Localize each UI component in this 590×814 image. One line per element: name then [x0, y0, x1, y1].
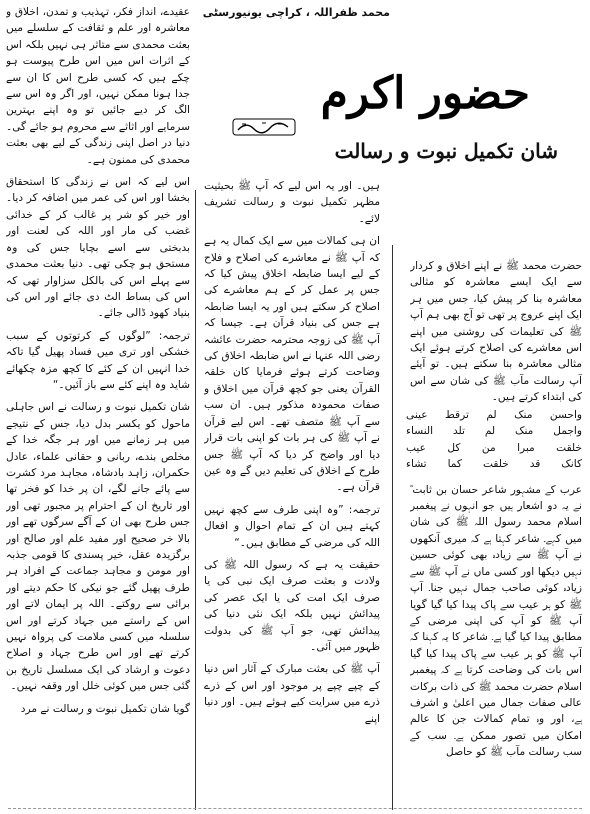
paragraph: حضرت محمد ﷺ نے اپنے اخلاق و کردار سے ایک ایسے معاشرہ کو مثالی معاشرہ بنا کر پیش کیا، جس میں ہر ایک اپنے عروج پر تھی تو آج بھی ہم آپ ﷺ کی تعلیمات کی روشنی میں اپنے اس معاشرے کی اصلاح کرتے ہوئے ایک مثالی معاشرہ بنا سکتے ہیں۔ تو آیئے آپ رسالت مآب ﷺ کی شان سے اس کی ابتداء کرتے ہیں۔ — [410, 260, 582, 404]
translation-paragraph: ترجمہ: ”وہ اپنی طرف سے کچھ نہیں کہتے ہیں ان کے تمام احوال و افعال اللہ کی مرضی کے مطابق ہیں۔“ — [204, 503, 380, 549]
poetry-word: کل — [447, 441, 461, 454]
poetry-word: لم — [486, 409, 497, 421]
poetry-word: تشاء — [406, 458, 427, 471]
poetry-word: النساء — [406, 425, 434, 438]
poetry-word: واحسن — [549, 409, 582, 421]
column-divider-right — [392, 245, 393, 810]
paragraph: آپ ﷺ کی بعثت مبارک کے آثار اس دنیا کے چپے چپے پر موجود اور اس کے ذرے ذرے میں سرایت کیے ہوئے ہیں۔ اور دنیا اپنے — [204, 663, 380, 725]
honorific-calligraphy-icon — [232, 118, 296, 136]
article-subtitle: شان تکمیل نبوت و رسالت — [334, 139, 558, 163]
poetry-word: ترقط — [445, 409, 469, 421]
poetry-line-3 — [406, 440, 582, 456]
article-title: حضور اکرم — [320, 68, 530, 119]
column-right — [410, 258, 582, 810]
paragraph: گویا شان تکمیل نبوت و رسالت نے مرد — [20, 702, 190, 715]
poetry-line-2 — [406, 423, 582, 439]
poetry-word: من — [481, 441, 496, 454]
paragraph: عقیدے، انداز فکر، تہذیب و تمدن، اخلاق و معاشرہ اور علم و ثقافت کے سلسلے میں بعثت محمدی سے متاثر ہی نہیں بلکہ اس کے اثرات اس میں اس طرح پیوست ہو چکے ہیں کہ کسی طرح اس کا ان سے جدا ہونا ممکن نہیں، اور اگر وہ اس سے الگ کر دیے جائیں تو وہ اپنے بہترین سرمایے اور اثاثے سے محروم ہو جائے گی۔ دنیا در اصل اپنی زندگی کے لیے بھی بعثت محمدی کی ممنون ہے۔ — [6, 6, 190, 166]
poetry-word: مبرا — [517, 441, 535, 454]
poetry-word: خلقت — [556, 441, 582, 454]
poetry-word: لم — [484, 425, 496, 438]
poetry-word: قد — [529, 458, 541, 471]
translation-paragraph: ترجمہ: ”لوگوں کے کرتوتوں کے سبب خشکی اور تری میں فساد پھیل گیا تاکہ خدا انہیں ان کے کئے کا کچھ مزہ چکھائے شاید وہ اپنے کئے سے باز آئیں۔“ — [6, 329, 190, 391]
page-bottom-rule — [8, 808, 582, 809]
paragraph: شان تکمیل نبوت و رسالت نے اس جاہلی ماحول کو یکسر بدل دیا، جس کے نتیجے میں ہر زمانے میں اور ہر جگہ خدا کے مخلص بندے، ربانی و حقانی علماء، عادل حکمران، زاہد بادشاہ، مجاہد مرد کشرت سے پائے جانے لگے، ان پر خدا کو فخر تھا اور تاریخ ان کے احترام پر مجبور تھی اور جس طرح بھی ان کے آگے سرگوں تھے اور بالا خر صحیح اور مفید علم اور صالح اور برگزیدہ عقل، خیر پسندی کا قومی جذبہ اور مومن و مجاہد جماعت کے افراد ہر طرف پھیل گئے جو نیکی کا حکم دیتے اور برائی سے روکتے۔ اللہ پر ایمان لاتے اور اس کے راستے میں جہاد کرتے اور اس سلسلہ میں کسی ملامت کی پرواہ نہیں کرتے تھے اور اس طرح جہاد و اصلاح دعوت و ارشاد کی ایک مسلسل تاریخ بن گئی جس میں کوئی خلل اور وقفہ نہیں۔ — [6, 401, 190, 693]
poetry-block — [406, 407, 582, 473]
author-byline: محمد ظفراللہ ، کراچی یونیورسٹی — [202, 6, 390, 19]
poetry-word: واجمل — [553, 425, 582, 438]
paragraph: ہیں۔ اور یہ اس لیے کہ آپ ﷺ بحیثیت مظہر تکمیل نبوت و رسالت تشریف لائے۔ — [204, 180, 380, 225]
poetry-word: منک — [515, 425, 534, 438]
poetry-word: عیب — [406, 441, 426, 454]
poetry-word: کانک — [561, 458, 582, 471]
poetry-word: کما — [447, 458, 462, 471]
poetry-word: تلد — [452, 425, 465, 438]
poetry-word: خلقت — [482, 458, 509, 471]
paragraph: ان ہی کمالات میں سے ایک کمال یہ ہے کہ آپ ﷺ نے معاشرے کی اصلاح و فلاح کے لیے ایسا ضابطہ اخلاق پیش کیا کہ جس پر عمل کر کے ہم معاشرے کی اصلاح کر سکتے ہیں اور یہ ایسا ضابطہ ہے جس کی بنیاد قرآن ہے۔ جیسا کہ آپ ﷺ کی زوجہ محترمہ حضرت عائشہ رضی اللہ عنہا نے اس ضابطہ اخلاق کی وضاحت کرتے ہوئے فرمایا کان خلقہ القرآن یعنی جو کچھ قرآن میں اخلاق و صفات محمودہ مذکور ہیں۔ ان سب سے آپ ﷺ متصف تھے۔ اس لیے قرآن نے آپ ﷺ کی ہر بات کو اپنی بات قرار دیا اور واضح کر دیا کہ آپ ﷺ جس طرح کے اخلاق کی تعلیم دیں گے وہ عین قرآن ہے۔ — [204, 235, 380, 494]
poetry-word: عینی — [406, 409, 428, 421]
column-middle — [204, 178, 380, 810]
paragraph: عرب کے مشہور شاعر حسان بن ثابت ؓ نے یہ دو اشعار ہیں جو انہوں نے پیغمبر اسلام محمد رسول اللہ ﷺ کی شان میں کہے۔ شاعر کہتا ہے کہ میری آنکھوں نے آپ ﷺ سے زیادہ بھی کوئی حسین نہیں دیکھا اور کسی ماں نے آپ ﷺ سے زیادہ کوئی صاحب جمال نہیں جنا۔ آپ ﷺ کو ہر عیب سے پاک پیدا کیا گیا گویا آپ ﷺ کو آپ کی اپنی مرضی کے مطابق پیدا کیا گیا ہے۔ شاعر کا یہ کہنا کہ آپ ﷺ کو ہر عیب سے پاک پیدا کیا گیا اس بات کی وضاحت کرتا ہے کہ پیغمبر اسلام حضرت محمد ﷺ کی ذات برکات عالی صفات جمال میں اعلیٰ و اشرف ہے، اور وہ تمام کمالات جن کا عالم امکان میں تصور ممکن ہے۔ سب کے سب رسالت مآب ﷺ کو حاصل — [410, 483, 582, 759]
paragraph: حقیقت یہ ہے کہ رسول اللہ ﷺ کی ولادت و بعثت صرف ایک نبی کی یا صرف ایک امت کی یا ایک عصر کی پیدائش نہیں بلکہ ایک نئی دنیا کی پیدائش تھی، جو آپ ﷺ کی بدولت ظہور میں آئی۔ — [204, 558, 380, 653]
column-left — [6, 4, 190, 810]
poetry-line-4 — [406, 456, 582, 472]
column-divider-left — [195, 190, 196, 810]
poetry-word: منک — [514, 409, 533, 421]
paragraph: اس لیے کہ اس نے زندگی کا استحقاق بخشا اور اس کی عمر میں اضافہ کر دیا۔ اور خیر کو شر پر غالب کر کے خدائی غضب کی مار اور اللہ کی لعنت اور بدبختی سے اسے بچایا جس کی وہ مستحق ہو چکی تھی۔ دنیا بعثت محمدی سے پہلے اس کی بالکل سزاوار تھی کہ اس کی بساط الٹ دی جائے اور اس کی بنیاد کھود ڈالی جائے۔ — [6, 176, 190, 320]
poetry-line-1 — [406, 407, 582, 423]
